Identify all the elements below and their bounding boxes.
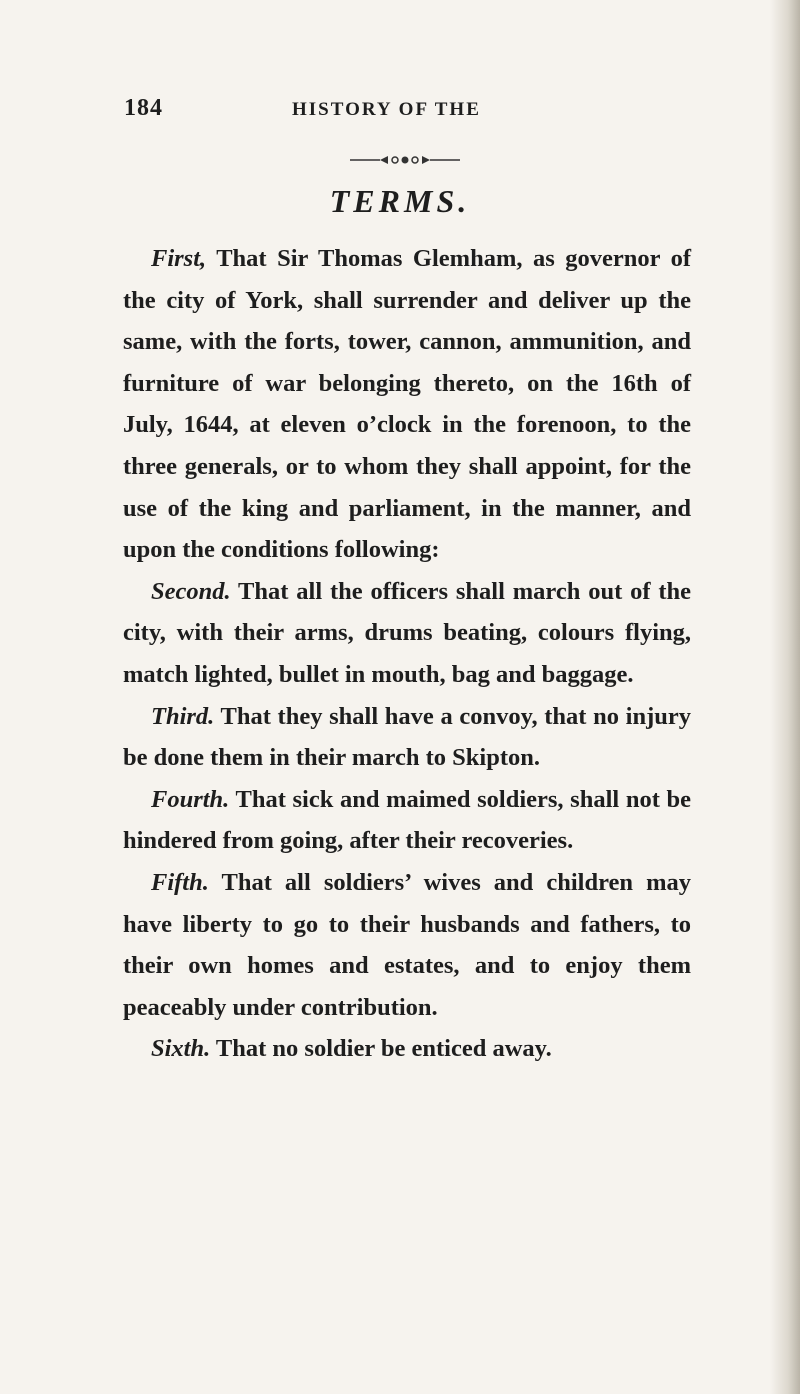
paragraph-lead: Sixth. <box>151 1035 211 1063</box>
paragraph-fifth <box>123 862 691 1028</box>
paragraph-lead: Second. <box>151 577 231 605</box>
running-title: HISTORY OF THE <box>292 99 481 120</box>
page-number: 184 <box>124 95 163 121</box>
paragraph-lead: First, <box>151 245 207 272</box>
paragraph-first <box>123 238 691 571</box>
paragraph-text: That all soldiers’ wives and children may have liberty to go to their husbands and fathers, to their own homes and estates, and to enjoy them peaceably under contribution. <box>123 868 691 1021</box>
paragraph-third <box>123 696 691 779</box>
body-text <box>123 238 691 1070</box>
paragraph-text: That no soldier be enticed away. <box>210 1035 552 1063</box>
paragraph-text: That all the officers shall march out of the city, with their arms, drums beating, colours flying, match lighted, bullet in mouth, bag and baggage. <box>123 577 691 688</box>
paragraph-fourth <box>123 779 691 862</box>
paragraph-sixth <box>123 1028 691 1070</box>
paragraph-text: That Sir Thomas Glemham, as governor of the city of York, shall surrender and deliver up the same, with the forts, tower, cannon, ammunition, and furniture of war belonging thereto, on the 16th of July, 1644, at eleven o’clock in the forenoon, to the three generals, or to whom they shall appoint, for the use of the king and parliament, in the manner, and upon the conditions following: <box>123 245 691 564</box>
running-head <box>124 95 686 131</box>
printer-ornament-icon <box>350 153 460 167</box>
paragraph-text: That sick and maimed soldiers, shall not be hindered from going, after their recoveries. <box>123 785 691 855</box>
paragraph-text: That they shall have a convoy, that no injury be done them in their march to Skipton. <box>123 702 691 772</box>
paragraph-lead: Fourth. <box>151 785 230 813</box>
section-title: TERMS. <box>329 183 471 219</box>
paragraph-second <box>123 571 691 696</box>
paragraph-lead: Fifth. <box>151 868 209 896</box>
paragraph-lead: Third. <box>151 702 215 730</box>
